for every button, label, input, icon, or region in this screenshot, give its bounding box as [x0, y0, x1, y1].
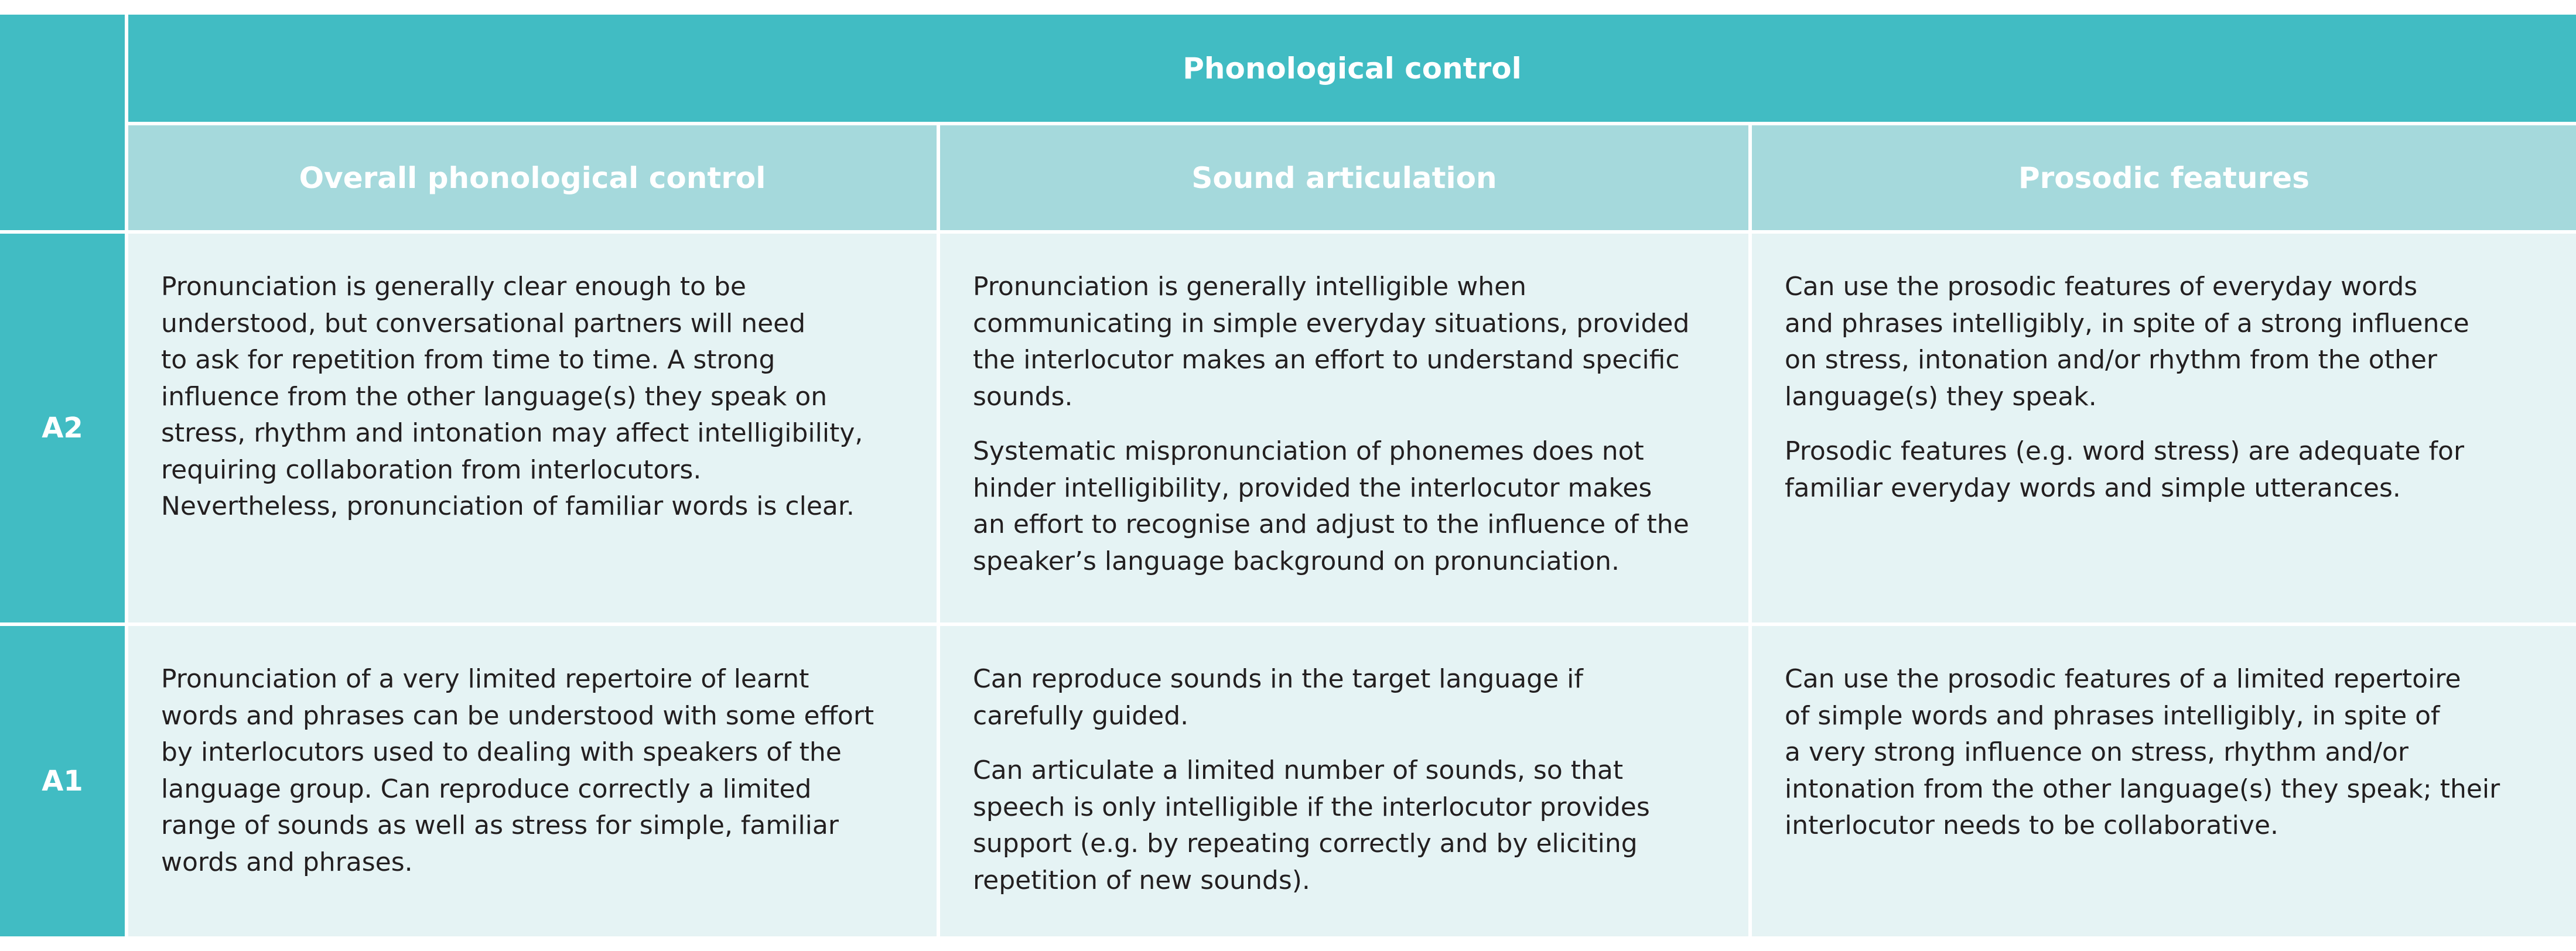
paragraph: Can use the prosodic features of everyday words and phrases intelligibly, in spite of a strong influence on stress, intonation and/or rhythm from the other language(s) they speak.: [1785, 272, 2469, 412]
paragraph: Systematic mispronunciation of phonemes does not hinder intelligibility, provided the interlocutor makes an effort to recognise and adjust to the influence of the speaker’s language background on pronunciation.: [973, 436, 1689, 576]
paragraph: Prosodic features (e.g. word stress) are adequate for familiar everyday words and simple utterances.: [1785, 436, 2465, 503]
paragraph: Can articulate a limited number of sounds, so that speech is only intelligible if the interlocutor provides support (e.g. by repeating correctly and by eliciting repetition of new sounds).: [973, 755, 1650, 895]
level-label-a1: A1: [0, 626, 125, 936]
paragraph: Can reproduce sounds in the target language if carefully guided.: [973, 664, 1583, 731]
paragraph: Pronunciation is generally intelligible when communicating in simple everyday situations, provided the interlocutor makes an effort to understand specific sounds.: [973, 272, 1690, 412]
a1-sound-articulation-cell: [940, 626, 1748, 936]
column-header-prosodic-features: Prosodic features: [1752, 125, 2576, 230]
paragraph: Can use the prosodic features of a limited repertoire of simple words and phrases intelligibly, in spite of a very strong influence on stress, rhythm and/or intonation from the other language(s) they speak; their interlocutor needs to be collaborative.: [1785, 664, 2500, 840]
paragraph: Pronunciation of a very limited repertoire of learnt words and phrases can be understood with some effort by interlocutors used to dealing with speakers of the language group. Can reproduce correctly a limited range of sounds as well as stress for simple, familiar words and phrases.: [161, 664, 874, 877]
corner-cell: [0, 15, 125, 230]
level-label-a2: A2: [0, 234, 125, 622]
a2-prosodic-features-cell: [1752, 234, 2576, 622]
a1-overall-cell: [128, 626, 937, 936]
a1-prosodic-features-cell: [1752, 626, 2576, 936]
column-header-sound-articulation: Sound articulation: [940, 125, 1748, 230]
a2-overall-cell: [128, 234, 937, 622]
paragraph: Pronunciation is generally clear enough to be understood, but conversational partners will need to ask for repetition from time to time. A strong influence from the other language(s) they speak on stress, rhythm and intonation may affect intelligibility, requiring collaboration from interlocutors. Nevertheless, pronunciation of familiar words is clear.: [161, 272, 863, 521]
table-title: Phonological control: [128, 15, 2576, 122]
a2-sound-articulation-cell: [940, 234, 1748, 622]
column-header-overall: Overall phonological control: [128, 125, 937, 230]
